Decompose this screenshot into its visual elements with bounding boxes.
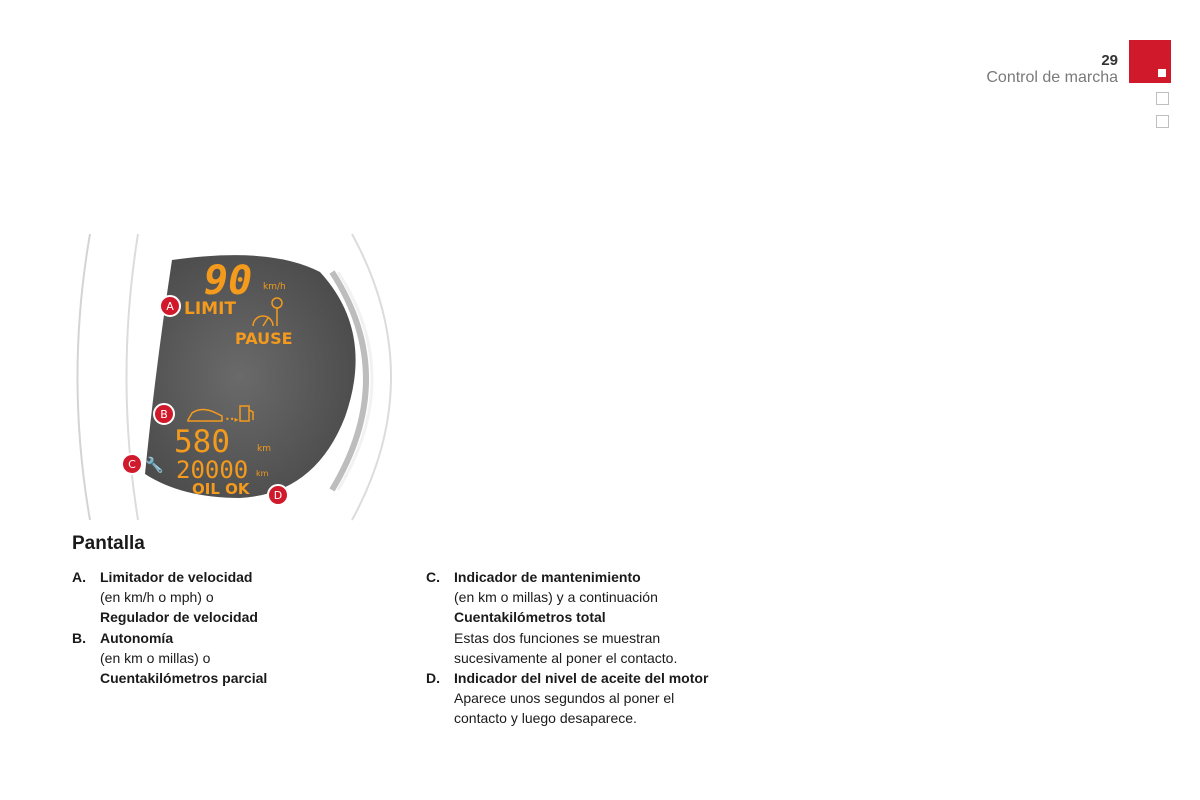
legend-item [426,668,786,729]
callout-c [122,454,142,474]
oil-status: OIL OK [192,480,250,498]
legend-item [72,628,402,689]
legend-term: Indicador de mantenimiento [454,569,641,585]
legend-letter: A. [72,569,86,585]
legend-description: (en km o millas) y a continuación [454,589,658,606]
red-tab [1129,40,1171,83]
callout-d [268,485,288,505]
range-value: 580 [174,424,230,460]
instrument-display-figure [70,232,400,522]
legend-term: Limitador de velocidad [100,569,253,585]
legend-term: Autonomía [100,629,174,646]
left-arc-inner [127,234,139,520]
legend-letter: D. [426,670,440,687]
tab-dot [1158,69,1166,77]
callout-a-label: A [166,300,174,313]
instrument-display-svg [70,232,400,522]
content-heading: Pantalla [72,533,145,554]
legend-item [72,567,402,628]
callout-c-label: C [128,458,136,471]
outline-box-2 [1156,115,1169,128]
arrow-icon: ••▸ [225,415,239,424]
odometer-value: 20000 [176,456,249,484]
legend-description: Estas dos funciones se muestran [454,629,661,646]
wrench-icon: 🔧 [145,456,164,474]
callout-d-label: D [273,489,283,502]
callout-b-label: B [160,408,168,421]
right-column [426,567,786,729]
legend-description: (en km o millas) o [100,649,211,666]
legend-term: Cuentakilómetros total [454,609,606,626]
limit-label: LIMIT [184,299,236,319]
section-title: Control de marcha [986,69,1118,86]
speed-unit: km/h [263,282,286,292]
callout-b [154,404,174,424]
legend-term: Indicador del nivel de aceite del motor [454,670,709,687]
pause-label: PAUSE [235,329,293,348]
legend-item [426,567,786,668]
left-column [72,567,402,688]
callout-a [160,296,180,316]
odometer-unit: km [256,469,269,478]
range-unit: km [257,444,271,454]
legend-term: Cuentakilómetros parcial [100,670,268,687]
legend-description: Aparece unos segundos al poner el [454,690,675,707]
legend-term: Regulador de velocidad [100,609,258,626]
legend-letter: B. [72,629,86,646]
speed-value: 90 [204,258,253,304]
left-arc-outer [78,234,91,520]
legend-description: contacto y luego desaparece. [454,710,637,727]
outline-box-1 [1156,92,1169,105]
legend-description: (en km/h o mph) o [100,589,214,606]
legend-letter: C. [426,569,440,585]
legend-description: sucesivamente al poner el contacto. [454,649,678,666]
page-number: 29 [1101,52,1118,69]
